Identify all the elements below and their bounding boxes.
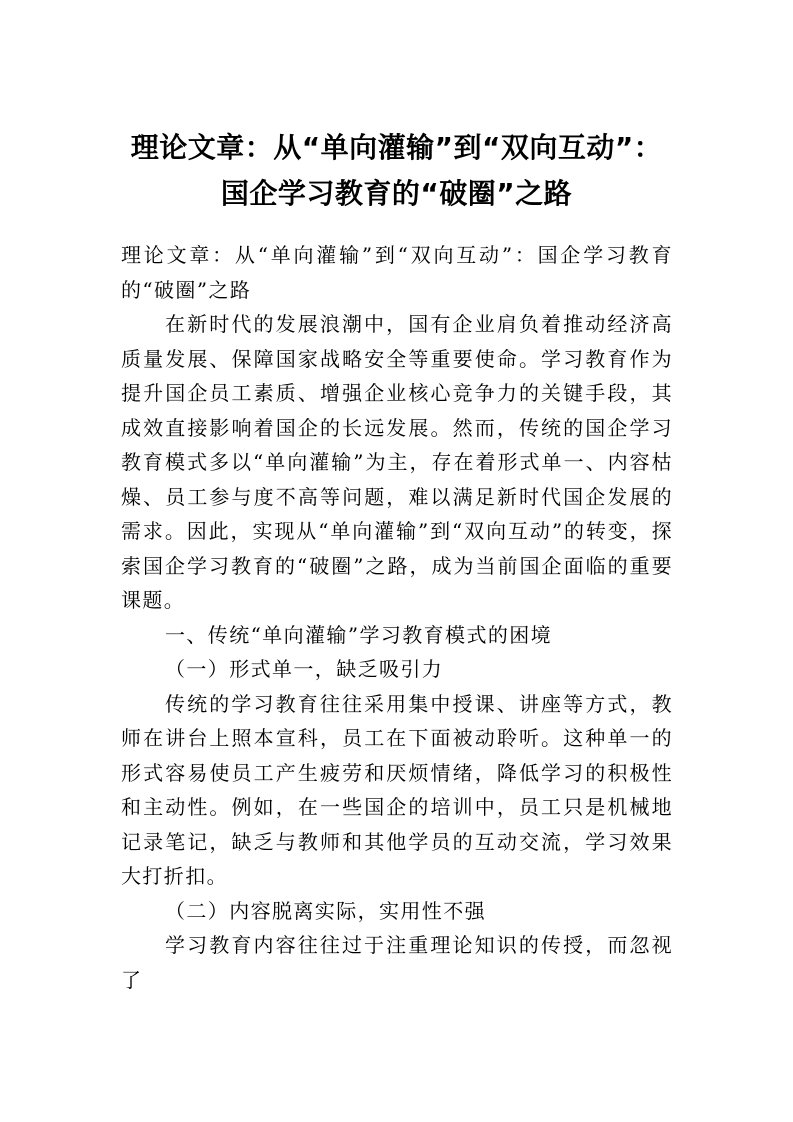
document-title-line-2: 国企学习教育的“破圈”之路 [220,177,573,210]
body-paragraph-1: 传统的学习教育往往采用集中授课、讲座等方式，教师在讲台上照本宣科，员工在下面被动聆听。这种单一的形式容易使员工产生疲劳和厌烦情绪，降低学习的积极性和主动性。例如，在一些国企的培训中，员工只是机械地记录笔记，缺乏与教师和其他学员的互动交流，学习效果大打折扣。 [121,691,673,888]
document-title-line-1: 理论文章：从“单向灌输”到“双向互动”： [130,131,663,164]
body-paragraph-2: 学习教育内容往往过于注重理论知识的传授，而忽视了 [121,933,673,992]
subsection-heading-1: （一）形式单一，缺乏吸引力 [165,657,444,681]
document-body [121,238,673,997]
section-heading-1: 一、传统“单向灌输”学习教育模式的困境 [165,622,553,647]
subsection-heading-2: （二）内容脱离实际，实用性不强 [165,898,486,923]
repeated-title-paragraph: 理论文章：从“单向灌输”到“双向互动”：国企学习教育的“破圈”之路 [121,243,673,302]
intro-paragraph: 在新时代的发展浪潮中，国有企业肩负着推动经济高质量发展、保障国家战略安全等重要使命。学习教育作为提升国企员工素质、增强企业核心竞争力的关键手段，其成效直接影响着国企的长远发展。然而，传统的国企学习教育模式多以“单向灌输”为主，存在着形式单一、内容枯燥、员工参与度不高等问题，难以满足新时代国企发展的需求。因此，实现从“单向灌输”到“双向互动”的转变，探索国企学习教育的“破圈”之路，成为当前国企面临的重要课题。 [121,312,673,612]
